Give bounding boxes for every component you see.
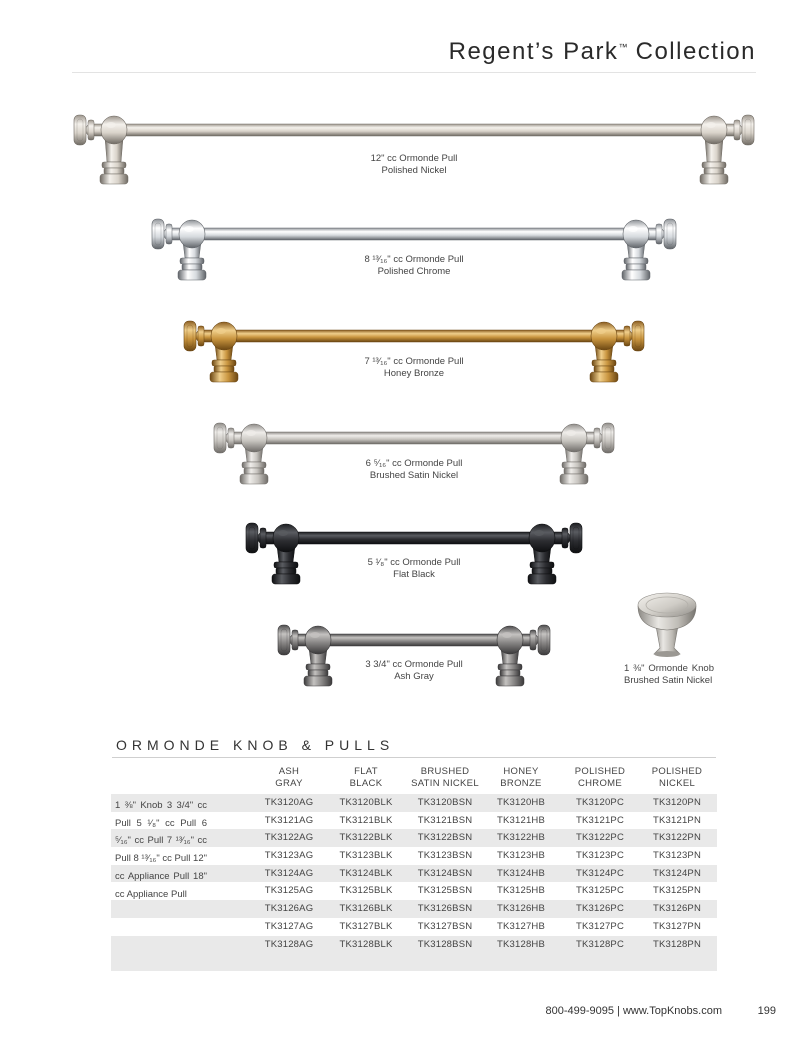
caption-line-2: Flat Black [393,569,435,580]
column-header-line-1: BRUSHED [420,766,470,777]
title-divider [72,72,756,73]
part-number-cell: TK3122PN [652,832,702,844]
knob-caption: 1 ⅜" Ormonde Knob Brushed Satin Nickel [624,663,714,686]
section-divider [112,757,716,758]
caption-3in-pull [314,659,514,683]
column-header-line-2: CHROME [577,778,623,789]
table-row [111,936,717,954]
caption-7in-pull [314,356,514,380]
caption-line-2: Polished Nickel [381,165,447,176]
part-number-cell: TK3125BSN [417,885,473,897]
part-number-cell: TK3127BLK [339,920,393,932]
caption-12in-pull [314,153,514,177]
table-row [111,953,717,971]
column-header-line-2: NICKEL [658,778,696,789]
column-header-line-1: ASH [278,766,300,777]
part-number-cell: TK3128HB [496,938,546,950]
column-header-line-1: POLISHED [651,766,703,777]
part-number-cell: TK3126HB [496,903,546,915]
caption-line-2: Ash Gray [394,671,434,682]
part-number-cell: TK3124BSN [417,867,473,879]
part-number-cell: TK3124HB [496,867,546,879]
table-header-row [111,760,717,794]
table-body [111,794,717,971]
part-number-cell: TK3128BSN [417,938,473,950]
part-number-cell: TK3123BLK [339,850,393,862]
part-number-cell: TK3121HB [496,814,546,826]
caption-line-1: 6 ⁵⁄₁₆" cc Ormonde Pull [365,458,463,469]
column-header-polished-nickel [639,766,715,790]
part-number-cell: TK3127HB [496,920,546,932]
part-number-cell: TK3121BSN [417,814,473,826]
part-number-cell: TK3124AG [264,867,314,879]
column-header-line-1: FLAT [354,766,378,777]
part-number-cell: TK3123BSN [417,850,473,862]
part-number-table [111,760,717,971]
part-number-cell: TK3125PN [652,885,702,897]
knob-image-brushed-satin-nickel [634,588,700,660]
part-number-cell: TK3127BSN [417,920,473,932]
part-number-cell: TK3124BLK [339,867,393,879]
caption-8in-pull [314,254,514,278]
caption-line-1: 7 ¹³⁄₁₆" cc Ormonde Pull [364,356,464,367]
caption-line-1: 12" cc Ormonde Pull [370,153,458,164]
column-header-brushed-satin-nickel [407,766,483,790]
part-number-cell: TK3125PC [575,885,625,897]
part-number-cell: TK3126BLK [339,903,393,915]
column-header-line-1: POLISHED [574,766,626,777]
product-description-list: 1 ⅜" Knob 3 3/4" cc Pull 5 ¹⁄₈" cc Pull 6 ⁵⁄₁₆" cc Pull 7 ¹³⁄₁₆" cc Pull 8 ¹³⁄₁₆" cc Pull 12" cc Appliance Pull 18" cc Appliance Pull [115,800,207,900]
part-number-cell: TK3121AG [264,814,314,826]
part-number-cell: TK3122HB [496,832,546,844]
trademark-symbol: ™ [618,42,628,52]
part-number-cell: TK3120PC [575,797,625,808]
caption-6in-pull [314,458,514,482]
part-number-cell: TK3122AG [264,832,314,844]
caption-line-2: Honey Bronze [383,368,445,379]
part-number-cell: TK3128PC [575,938,625,950]
part-number-cell: TK3126AG [264,903,314,915]
part-number-cell: TK3120BSN [417,797,473,808]
part-number-cell: TK3128PN [652,938,702,950]
column-header-line-2: GRAY [275,778,303,789]
part-number-cell: TK3122BSN [417,832,473,844]
caption-line-2: Brushed Satin Nickel [369,470,459,481]
part-number-cell: TK3125HB [496,885,546,897]
part-number-cell: TK3123PN [652,850,702,862]
part-number-cell: TK3122PC [575,832,625,844]
part-number-cell: TK3126PC [575,903,625,915]
part-number-cell: TK3121BLK [339,814,393,826]
part-number-cell: TK3120BLK [339,797,393,808]
caption-line-2: Polished Chrome [377,266,451,277]
footer-contact: 800-499-9095 | www.TopKnobs.com [545,1005,722,1017]
table-row [111,918,717,936]
part-number-cell: TK3127PN [652,920,702,932]
part-number-cell: TK3120AG [264,797,314,808]
part-number-cell: TK3124PC [575,867,625,879]
column-header-ash-gray [251,766,327,790]
column-header-line-2: BLACK [349,778,383,789]
page-number: 199 [757,1005,776,1017]
part-number-cell: TK3124PN [652,867,702,879]
caption-line-1: 3 3/4" cc Ormonde Pull [365,659,463,670]
part-number-cell: TK3123AG [264,850,314,862]
part-number-cell: TK3120HB [496,797,546,808]
column-header-line-2: BRONZE [500,778,542,789]
title-suffix: Collection [627,38,756,65]
part-number-cell: TK3123HB [496,850,546,862]
part-number-cell: TK3128BLK [339,938,393,950]
part-number-cell: TK3121PN [652,814,702,826]
part-number-cell: TK3125AG [264,885,314,897]
column-header-honey-bronze [483,766,559,790]
part-number-cell: TK3122BLK [339,832,393,844]
caption-line-1: 8 ¹³⁄₁₆" cc Ormonde Pull [364,254,464,265]
page-title [449,38,756,66]
title-text: Regent’s Park [448,38,619,65]
part-number-cell: TK3128AG [264,938,314,950]
part-number-cell: TK3127PC [575,920,625,932]
part-number-cell: TK3127AG [264,920,314,932]
caption-line-1: 5 ¹⁄₈" cc Ormonde Pull [367,557,461,568]
part-number-cell: TK3121PC [575,814,625,826]
part-number-cell: TK3126PN [652,903,702,915]
part-number-cell: TK3120PN [652,797,702,808]
part-number-cell: TK3126BSN [417,903,473,915]
column-header-line-2: SATIN NICKEL [411,778,479,789]
section-title: ORMONDE KNOB & PULLS [116,737,395,753]
caption-5in-pull [314,557,514,581]
column-header-flat-black [328,766,404,790]
column-header-line-1: HONEY [503,766,539,777]
part-number-cell: TK3125BLK [339,885,393,897]
column-header-polished-chrome [562,766,638,790]
part-number-cell: TK3123PC [575,850,625,862]
